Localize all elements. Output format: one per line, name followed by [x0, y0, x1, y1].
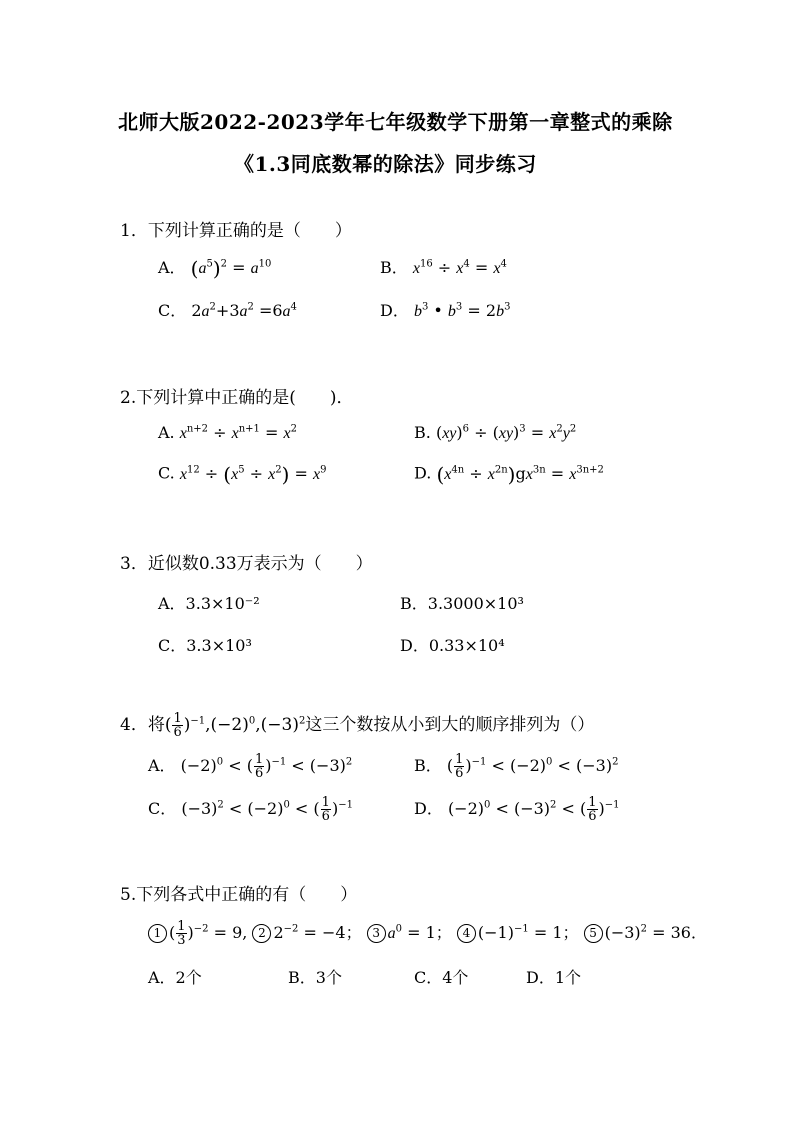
question-2-option-d: [414, 462, 604, 486]
circled-2: 2: [252, 924, 271, 943]
question-1-option-b: [380, 255, 507, 278]
stem-prefix: 4．将: [120, 715, 165, 735]
option-label: B.: [414, 423, 431, 442]
option-label: B．: [380, 258, 408, 277]
question-3-stem: 3．近似数0.33万表示为（ ）: [120, 554, 373, 574]
question-1-stem: 1．下列计算正确的是（ ）: [120, 221, 352, 241]
question-3-option-c: C．3.3×10³: [158, 636, 252, 655]
question-5-option-d: D．1个: [526, 968, 582, 987]
circled-5: 5: [584, 924, 603, 943]
stem-formula: ( $\frac{1}{6}$ )$^{-1},(-2)^0,(-3)^2$: [164, 711, 306, 740]
option-label: C．: [148, 799, 177, 818]
option-formula: ( $\frac{1}{6}$ )$^{-1} < (-2)^0 < (-3)^2$: [446, 752, 619, 781]
option-formula: $b^3$ • $b^3 = 2b^3$: [413, 301, 511, 320]
question-3-option-d: D．0.33×10⁴: [400, 636, 505, 655]
question-2-option-b: [414, 423, 576, 443]
option-formula: $x^{12} \div (x^5 \div x^2) = x^9$: [179, 462, 327, 486]
option-label: D．: [414, 799, 443, 818]
option-label: C．: [158, 301, 187, 320]
option-label: A．: [158, 258, 186, 277]
question-4-option-b: [414, 753, 618, 780]
stem-suffix: 这三个数按从小到大的顺序排列为（）: [305, 715, 595, 735]
option-formula: $2a^2+3a^2 =6a^4$: [191, 301, 297, 320]
option-formula: $(-3)^2 < (-2)^0$ < ( $\frac{1}{6}$ )$^{-1}$: [181, 795, 353, 824]
doc-title-line-2: 《1.3同底数幂的除法》同步练习: [234, 152, 537, 176]
option-label: B．: [414, 756, 442, 775]
option-formula: $(xy)^6 \div (xy)^3 = x^2y^2$: [435, 423, 577, 442]
question-2-stem: 2.下列计算中正确的是( )．: [120, 388, 354, 408]
circled-3: 3: [367, 924, 386, 943]
question-4-stem: [120, 710, 594, 739]
circled-4: 4: [457, 924, 476, 943]
question-1-option-c: [158, 298, 297, 321]
option-formula: $x^{n+2} \div x^{n+1} = x^2$: [179, 423, 297, 442]
option-formula: $(-2)^0 < (-3)^2$ < ( $\frac{1}{6}$ )$^{-1}$: [447, 795, 620, 824]
option-label: D．: [380, 301, 409, 320]
option-formula: $(x^{4n} \div x^{2n})gx^{3n} = x^{3n+2}$: [436, 462, 604, 486]
option-label: A.: [158, 423, 175, 442]
question-1-option-d: [380, 298, 510, 321]
option-formula: $(a^5)^2 = a^{10}$: [190, 256, 272, 281]
question-5-option-c: C．4个: [414, 968, 469, 987]
question-3-option-a: A．3.3×10⁻²: [158, 594, 260, 613]
option-formula: $(-2)^0$ < ( $\frac{1}{6}$ )$^{-1} < (-3)^2$: [180, 752, 353, 781]
question-2-option-c: [158, 462, 327, 486]
question-5-stem: 5.下列各式中正确的有（ ）: [120, 885, 358, 905]
question-2-option-a: [158, 423, 297, 443]
doc-title-line-1: 北师大版2022-2023学年七年级数学下册第一章整式的乘除: [118, 110, 673, 134]
option-label: C.: [158, 463, 175, 483]
question-4-option-c: [148, 796, 353, 823]
question-5-statements: 1 ( $\frac{1}{3}$ )$^{-2}$ = 9, 2 $2^{-2} = -4$； 3 $a^0 = 1$； 4 $(-1)^{-1} = 1$； 5 $(-3)^2 = 36$．: [148, 920, 707, 947]
question-3-option-b: B．3.3000×10³: [400, 594, 524, 613]
option-formula: $x^{16} \div x^4 = x^4$: [412, 258, 507, 277]
circled-1: 1: [148, 924, 167, 943]
question-4-option-a: [148, 753, 352, 780]
option-label: A．: [148, 756, 176, 775]
option-label: D.: [414, 463, 432, 483]
question-5-option-a: A．2个: [148, 968, 202, 987]
question-4-option-d: [414, 796, 620, 823]
question-1-option-a: [158, 255, 271, 281]
question-5-option-b: B．3个: [288, 968, 342, 987]
